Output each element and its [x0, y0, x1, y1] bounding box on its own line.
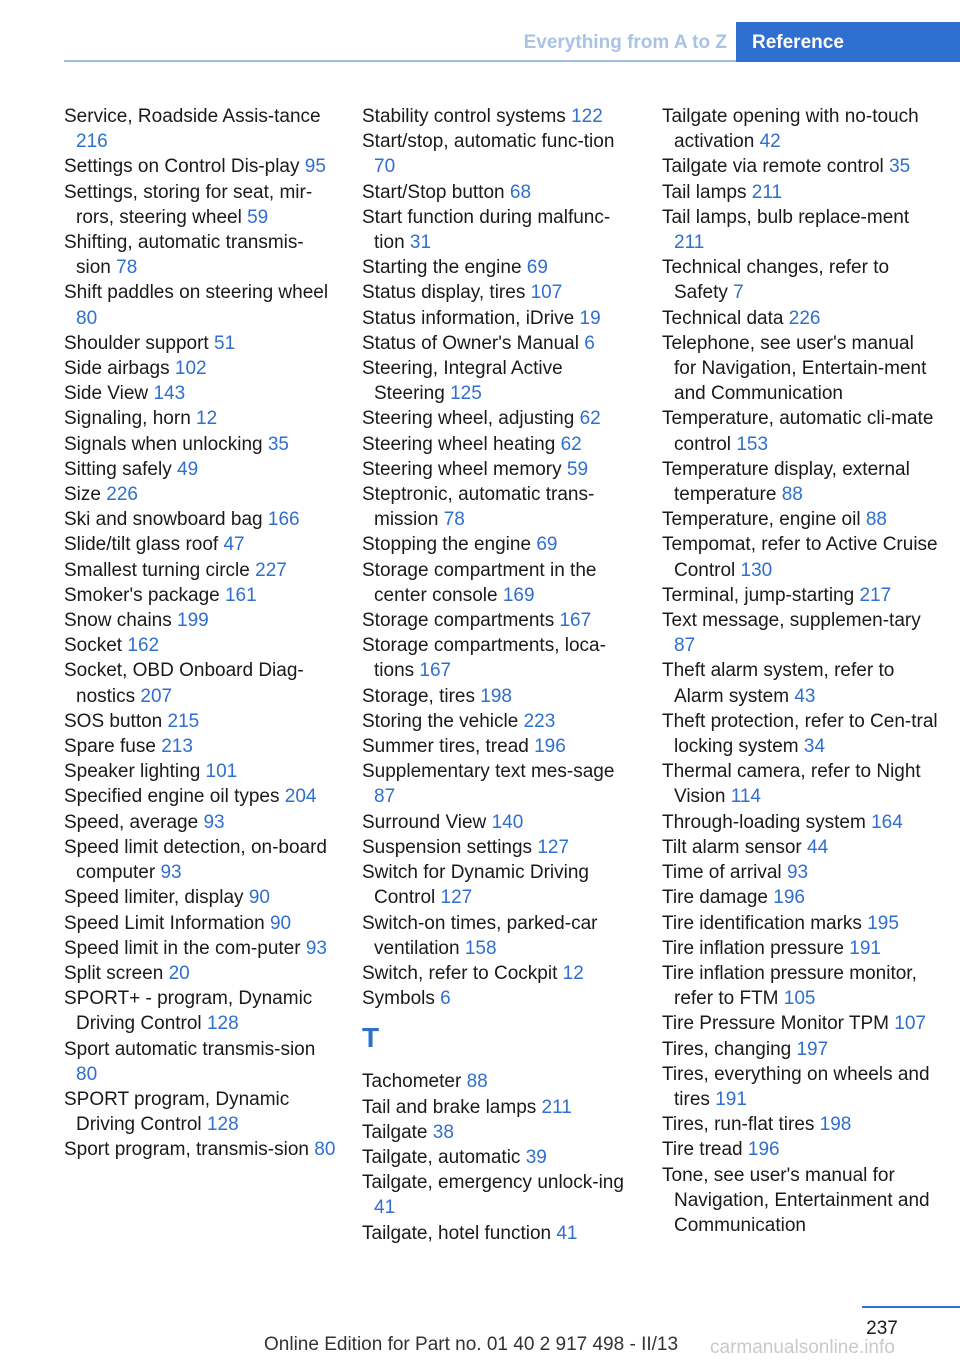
index-entry	[362, 608, 634, 633]
page-reference-link[interactable]: 39	[525, 1146, 547, 1168]
index-entry	[64, 784, 336, 809]
index-term: Summer tires, tread	[362, 736, 529, 758]
index-term: Theft alarm system, refer to Alarm system	[662, 660, 895, 707]
index-entry	[362, 331, 634, 356]
index-term: Settings on Control Dis‐play	[64, 156, 300, 178]
page-reference-link[interactable]: 51	[214, 332, 236, 354]
index-term: Stability control systems	[362, 106, 566, 127]
page-reference-link[interactable]: 143	[153, 383, 186, 405]
page-reference-link[interactable]: 6	[440, 988, 451, 1010]
index-term: Smoker's package	[64, 584, 220, 606]
index-term: Telephone, see user's manual for Navigation, Entertain‐ment and Communication	[662, 332, 927, 405]
index-term: Status display, tires	[362, 282, 526, 304]
footer-rule	[862, 1306, 960, 1308]
index-entry	[362, 1145, 634, 1170]
index-entry	[64, 432, 336, 457]
index-entry	[662, 507, 938, 532]
page-reference-link[interactable]: 204	[284, 786, 317, 808]
page-reference-link[interactable]: 153	[736, 433, 769, 455]
index-entry	[64, 709, 336, 734]
index-term: Size	[64, 484, 101, 506]
page-reference-link[interactable]: 105	[783, 988, 816, 1010]
index-term: Tire inflation pressure monitor, refer to FTM	[662, 962, 917, 1010]
index-term: Tire tread	[662, 1139, 743, 1161]
index-entry	[362, 1069, 634, 1094]
index-entry	[662, 658, 938, 708]
page-reference-link[interactable]: 211	[751, 181, 783, 203]
page-reference-link[interactable]: 69	[526, 257, 548, 279]
index-term: Steering wheel memory	[362, 458, 562, 480]
index-entry	[362, 356, 634, 406]
page-reference-link[interactable]: 169	[502, 584, 535, 606]
page-reference-link[interactable]: 78	[116, 257, 138, 279]
page-reference-link[interactable]: 87	[374, 786, 396, 808]
index-entry	[362, 558, 634, 608]
index-term: Speed, average	[64, 811, 199, 833]
page-reference-link[interactable]: 197	[796, 1038, 829, 1060]
index-term: Tires, changing	[662, 1038, 792, 1060]
index-term: Speed limiter, display	[64, 887, 244, 909]
page-reference-link[interactable]: 95	[304, 156, 326, 178]
index-entry	[64, 180, 336, 230]
page-reference-link[interactable]: 6	[584, 332, 595, 354]
index-term: Switch-on times, parked-car ventilation	[362, 912, 598, 959]
index-entry	[362, 684, 634, 709]
page-reference-link[interactable]: 101	[205, 761, 238, 783]
page-reference-link[interactable]: 80	[76, 1063, 98, 1085]
page-reference-link[interactable]: 125	[450, 383, 482, 405]
index-entry	[64, 835, 336, 885]
page-reference-link[interactable]: 80	[76, 307, 98, 329]
page-reference-link[interactable]: 20	[168, 962, 190, 984]
index-entry	[64, 1037, 336, 1087]
page-reference-link[interactable]: 38	[432, 1121, 454, 1143]
index-entry	[662, 936, 938, 961]
page-reference-link[interactable]: 161	[224, 584, 257, 606]
page-reference-link[interactable]: 90	[269, 912, 292, 934]
index-entry	[662, 331, 938, 407]
index-entry	[362, 1170, 634, 1220]
index-term: Snow chains	[64, 610, 172, 632]
index-entry	[64, 482, 336, 507]
index-term: Stopping the engine	[362, 534, 532, 556]
page-reference-link[interactable]: 207	[140, 685, 173, 707]
index-term: Technical data	[662, 307, 784, 329]
index-term: SPORT+ - program, Dynamic Driving Control	[64, 988, 313, 1035]
page-reference-link[interactable]: 78	[443, 509, 465, 531]
page-reference-link[interactable]: 88	[781, 484, 803, 506]
index-entry	[362, 1120, 634, 1145]
index-term: Temperature, automatic cli‐mate control	[662, 408, 934, 455]
index-entry	[662, 709, 938, 759]
index-entry	[64, 1087, 336, 1137]
index-term: Terminal, jump-starting	[662, 584, 855, 606]
page-reference-link[interactable]: 216	[76, 131, 108, 153]
page-reference-link[interactable]: 90	[248, 887, 270, 909]
page-reference-link[interactable]: 44	[807, 836, 829, 858]
page-reference-link[interactable]: 102	[174, 358, 207, 380]
index-term: Tailgate, automatic	[362, 1146, 521, 1168]
index-entry	[362, 205, 634, 255]
page-reference-link[interactable]: 47	[223, 534, 245, 556]
index-entry	[362, 104, 634, 129]
watermark: carmanualsonline.info	[710, 1337, 895, 1358]
page-reference-link[interactable]: 226	[106, 484, 138, 506]
index-term: Starting the engine	[362, 257, 522, 279]
index-term: Tires, run-flat tires	[662, 1114, 815, 1136]
index-entry	[662, 154, 938, 179]
page-reference-link[interactable]: 130	[740, 559, 773, 581]
index-term: Temperature, engine oil	[662, 509, 861, 531]
index-term: Symbols	[362, 988, 435, 1010]
page-reference-link[interactable]: 41	[556, 1222, 578, 1244]
page-reference-link[interactable]: 114	[730, 786, 761, 808]
index-entry	[662, 1137, 938, 1162]
index-entry	[64, 885, 336, 910]
index-term: Storage, tires	[362, 685, 475, 707]
page-reference-link[interactable]: 191	[715, 1088, 747, 1110]
page-reference-link[interactable]: 88	[865, 509, 887, 531]
index-entry	[362, 860, 634, 910]
index-entry	[64, 154, 336, 179]
index-term: Tone, see user's manual for Navigation, Entertainment and Communication	[662, 1164, 930, 1236]
page-reference-link[interactable]: 164	[871, 811, 903, 833]
page-reference-link[interactable]: 199	[177, 610, 209, 632]
page-reference-link[interactable]: 42	[759, 131, 781, 153]
index-entry	[64, 583, 336, 608]
index-term: Specified engine oil types	[64, 786, 280, 808]
page-reference-link[interactable]: 191	[849, 937, 881, 959]
page-reference-link[interactable]: 213	[161, 736, 193, 758]
page-reference-link[interactable]: 69	[536, 534, 558, 556]
index-entry	[64, 633, 336, 658]
index-entry	[362, 129, 634, 179]
index-term: Time of arrival	[662, 862, 782, 884]
index-entry	[662, 205, 938, 255]
index-entry	[362, 633, 634, 683]
index-entry	[662, 406, 938, 456]
index-term: Shift paddles on steering wheel	[64, 282, 329, 304]
reference-tab[interactable]: Reference	[736, 22, 960, 62]
index-term: Socket	[64, 635, 123, 657]
index-term: Side View	[64, 383, 149, 405]
index-term: Speed limit detection, on‐board computer	[64, 836, 327, 884]
index-entry	[662, 306, 938, 331]
index-entry	[662, 1062, 938, 1112]
page-reference-link[interactable]: 12	[562, 962, 584, 984]
page-reference-link[interactable]: 167	[559, 610, 592, 632]
page-reference-link[interactable]: 43	[794, 685, 816, 707]
index-term: Split screen	[64, 962, 164, 984]
index-term: Service, Roadside Assis‐tance	[64, 106, 321, 127]
index-term: SOS button	[64, 710, 163, 732]
index-entry	[64, 356, 336, 381]
index-term: Speed Limit Information	[64, 912, 265, 934]
page-reference-link[interactable]: 227	[255, 559, 287, 581]
page-reference-link[interactable]: 7	[733, 282, 744, 304]
index-term: Storage compartments	[362, 610, 555, 632]
index-term: Temperature display, external temperature	[662, 458, 910, 506]
index-entry	[64, 280, 336, 330]
page-reference-link[interactable]: 93	[160, 862, 182, 884]
index-entry	[64, 104, 336, 154]
index-term: Thermal camera, refer to Night Vision	[662, 761, 921, 808]
index-term: Slide/tilt glass roof	[64, 534, 219, 556]
index-entry	[362, 306, 634, 331]
page-reference-link[interactable]: 107	[894, 1013, 926, 1035]
index-entry	[64, 532, 336, 557]
index-letter-heading: T	[362, 1022, 380, 1054]
index-entry	[362, 810, 634, 835]
index-entry	[362, 961, 634, 986]
index-term: Socket, OBD Onboard Diag‐nostics	[64, 660, 304, 707]
index-entry	[662, 1163, 938, 1239]
index-term: Steering, Integral Active Steering	[362, 358, 563, 405]
index-entry	[362, 734, 634, 759]
section-title: Everything from A to Z	[523, 32, 727, 53]
index-entry	[662, 911, 938, 936]
page-reference-link[interactable]: 127	[537, 836, 570, 858]
page-reference-link[interactable]: 196	[773, 887, 805, 909]
index-term: Spare fuse	[64, 736, 156, 758]
index-column-2	[362, 104, 634, 1246]
index-entry	[362, 911, 634, 961]
index-term: Tilt alarm sensor	[662, 836, 802, 858]
index-term: Shoulder support	[64, 332, 209, 354]
index-term: Storage compartments, loca‐tions	[362, 635, 606, 682]
page-number: 237	[866, 1318, 898, 1339]
index-entry	[362, 1221, 634, 1246]
index-term: Text message, supplemen‐tary	[662, 610, 921, 632]
index-entry	[64, 911, 336, 936]
index-entry	[362, 532, 634, 557]
index-term: Signals when unlocking	[64, 433, 263, 455]
index-term: Technical changes, refer to Safety	[662, 257, 890, 304]
index-term: Start/Stop button	[362, 181, 505, 203]
page-reference-link[interactable]: 127	[440, 887, 473, 909]
index-entry	[662, 608, 938, 658]
index-term: SPORT program, Dynamic Driving Control	[64, 1088, 290, 1136]
index-entry	[662, 1037, 938, 1062]
page-reference-link[interactable]: 195	[867, 912, 899, 934]
index-entry	[362, 1095, 634, 1120]
page-reference-link[interactable]: 35	[267, 433, 289, 455]
index-entry	[362, 180, 634, 205]
index-term: Tempomat, refer to Active Cruise Control	[662, 534, 938, 581]
index-term: Tailgate, emergency unlock‐ing	[362, 1172, 624, 1194]
index-entry	[64, 558, 336, 583]
index-entry	[64, 406, 336, 431]
index-entry	[362, 482, 634, 532]
index-term: Theft protection, refer to Cen‐tral locking system	[662, 710, 938, 758]
index-term: Tailgate	[362, 1121, 428, 1143]
index-entry	[662, 180, 938, 205]
page-reference-link[interactable]: 70	[374, 156, 396, 178]
page-reference-link[interactable]: 140	[491, 811, 524, 833]
index-term: Tailgate via remote control	[662, 156, 884, 178]
index-entry	[362, 406, 634, 431]
index-term: Sport program, transmis‐sion	[64, 1139, 309, 1161]
index-entry	[662, 583, 938, 608]
page-reference-link[interactable]: 215	[167, 710, 200, 732]
index-term: Steering wheel heating	[362, 433, 556, 455]
index-entry	[64, 608, 336, 633]
index-entry	[64, 331, 336, 356]
page-reference-link[interactable]: 31	[409, 232, 432, 254]
page-reference-link[interactable]: 93	[203, 811, 225, 833]
index-term: Storing the vehicle	[362, 710, 519, 732]
index-term: Switch for Dynamic Driving Control	[362, 862, 589, 909]
index-column-3	[662, 104, 938, 1238]
index-entry	[64, 230, 336, 280]
page-reference-link[interactable]: 211	[674, 232, 705, 254]
index-column-1	[64, 104, 336, 1163]
index-term: Status information, iDrive	[362, 307, 575, 329]
index-entry	[64, 507, 336, 532]
index-entry	[64, 759, 336, 784]
page-reference-link[interactable]: 34	[803, 736, 826, 758]
index-term: Sport automatic transmis‐sion	[64, 1038, 316, 1060]
index-entry	[662, 1011, 938, 1036]
index-term: Tire identification marks	[662, 912, 862, 934]
page-reference-link[interactable]: 196	[747, 1139, 780, 1161]
index-term: Start function during malfunc‐tion	[362, 206, 611, 254]
page-reference-link[interactable]: 167	[419, 660, 452, 682]
page-reference-link[interactable]: 12	[196, 408, 218, 430]
page-reference-link[interactable]: 35	[889, 156, 911, 178]
page-reference-link[interactable]: 162	[127, 635, 160, 657]
index-entry	[662, 1112, 938, 1137]
page-reference-link[interactable]: 41	[374, 1197, 396, 1219]
page-reference-link[interactable]: 59	[247, 206, 269, 228]
index-entry	[64, 1137, 336, 1162]
index-term: Tail lamps	[662, 181, 747, 203]
index-entry	[362, 709, 634, 734]
index-term: Tires, everything on wheels and tires	[662, 1063, 930, 1110]
index-entry	[662, 835, 938, 860]
index-term: Speaker lighting	[64, 761, 201, 783]
index-entry	[64, 936, 336, 961]
index-entry	[362, 835, 634, 860]
index-entry	[662, 104, 938, 154]
page-reference-link[interactable]: 128	[206, 1013, 239, 1035]
index-term: Settings, storing for seat, mir‐rors, steering wheel	[64, 181, 313, 228]
page-reference-link[interactable]: 223	[523, 710, 556, 732]
index-entry	[64, 381, 336, 406]
index-term: Tachometer	[362, 1071, 462, 1093]
page-reference-link[interactable]: 88	[466, 1071, 488, 1093]
index-term: Storage compartment in the center console	[362, 559, 597, 606]
index-entry	[662, 759, 938, 809]
page-reference-link[interactable]: 128	[206, 1114, 239, 1136]
index-entry	[64, 810, 336, 835]
index-entry	[362, 432, 634, 457]
index-entry	[662, 860, 938, 885]
page-reference-link[interactable]: 93	[786, 862, 809, 884]
index-term: Suspension settings	[362, 836, 533, 858]
index-term: Switch, refer to Cockpit	[362, 962, 558, 984]
page-reference-link[interactable]: 80	[314, 1139, 336, 1161]
page-reference-link[interactable]: 87	[674, 635, 696, 657]
page-reference-link[interactable]: 68	[509, 181, 532, 203]
page-reference-link[interactable]: 226	[788, 307, 821, 329]
page-reference-link[interactable]: 211	[541, 1096, 572, 1118]
index-term: Through-loading system	[662, 811, 866, 833]
page-reference-link[interactable]: 166	[267, 509, 300, 531]
index-entry	[662, 885, 938, 910]
index-entry	[64, 986, 336, 1036]
page-reference-link[interactable]: 59	[566, 458, 589, 480]
page-reference-link[interactable]: 158	[464, 937, 497, 959]
index-term: Smallest turning circle	[64, 559, 250, 581]
page-reference-link[interactable]: 19	[579, 307, 601, 329]
index-entry	[64, 658, 336, 708]
page-reference-link[interactable]: 62	[560, 433, 582, 455]
index-term: Signaling, horn	[64, 408, 191, 430]
index-term: Tailgate opening with no-touch activation	[662, 106, 919, 153]
index-entry	[662, 532, 938, 582]
index-term: Side airbags	[64, 358, 170, 380]
page-reference-link[interactable]: 122	[571, 106, 603, 127]
index-term: Start/stop, automatic func‐tion	[362, 131, 615, 153]
page-reference-link[interactable]: 107	[530, 282, 563, 304]
index-term: Steering wheel, adjusting	[362, 408, 575, 430]
index-entry	[362, 457, 634, 482]
index-term: Shifting, automatic transmis‐sion	[64, 232, 304, 279]
index-entry	[64, 734, 336, 759]
index-entry	[362, 280, 634, 305]
index-term: Surround View	[362, 811, 487, 833]
index-term: Tire Pressure Monitor TPM	[662, 1013, 889, 1035]
page-reference-link[interactable]: 217	[859, 584, 892, 606]
index-entry	[662, 255, 938, 305]
index-term: Speed limit in the com‐puter	[64, 937, 301, 959]
index-entry	[362, 759, 634, 809]
index-term: Ski and snowboard bag	[64, 509, 263, 531]
index-entry	[362, 255, 634, 280]
index-term: Tire damage	[662, 887, 768, 909]
index-entry	[64, 457, 336, 482]
index-entry	[64, 961, 336, 986]
index-term: Tailgate, hotel function	[362, 1222, 552, 1244]
index-term: Tire inflation pressure	[662, 937, 844, 959]
index-entry	[362, 986, 634, 1011]
page-reference-link[interactable]: 62	[579, 408, 601, 430]
index-entry	[662, 810, 938, 835]
index-term: Steptronic, automatic trans‐mission	[362, 484, 595, 531]
index-entry	[662, 961, 938, 1011]
page-reference-link[interactable]: 198	[480, 685, 512, 707]
index-term: Tail lamps, bulb replace‐ment	[662, 206, 910, 228]
edition-note: Online Edition for Part no. 01 40 2 917 498 - II/13	[264, 1334, 679, 1355]
index-term: Tail and brake lamps	[362, 1096, 537, 1118]
index-term: Supplementary text mes‐sage	[362, 761, 615, 783]
page-reference-link[interactable]: 196	[534, 736, 566, 758]
index-term: Sitting safely	[64, 458, 172, 480]
page-reference-link[interactable]: 198	[819, 1114, 852, 1136]
index-term: Status of Owner's Manual	[362, 332, 579, 354]
page-reference-link[interactable]: 93	[305, 937, 327, 959]
index-entry	[662, 457, 938, 507]
page-reference-link[interactable]: 49	[177, 458, 199, 480]
